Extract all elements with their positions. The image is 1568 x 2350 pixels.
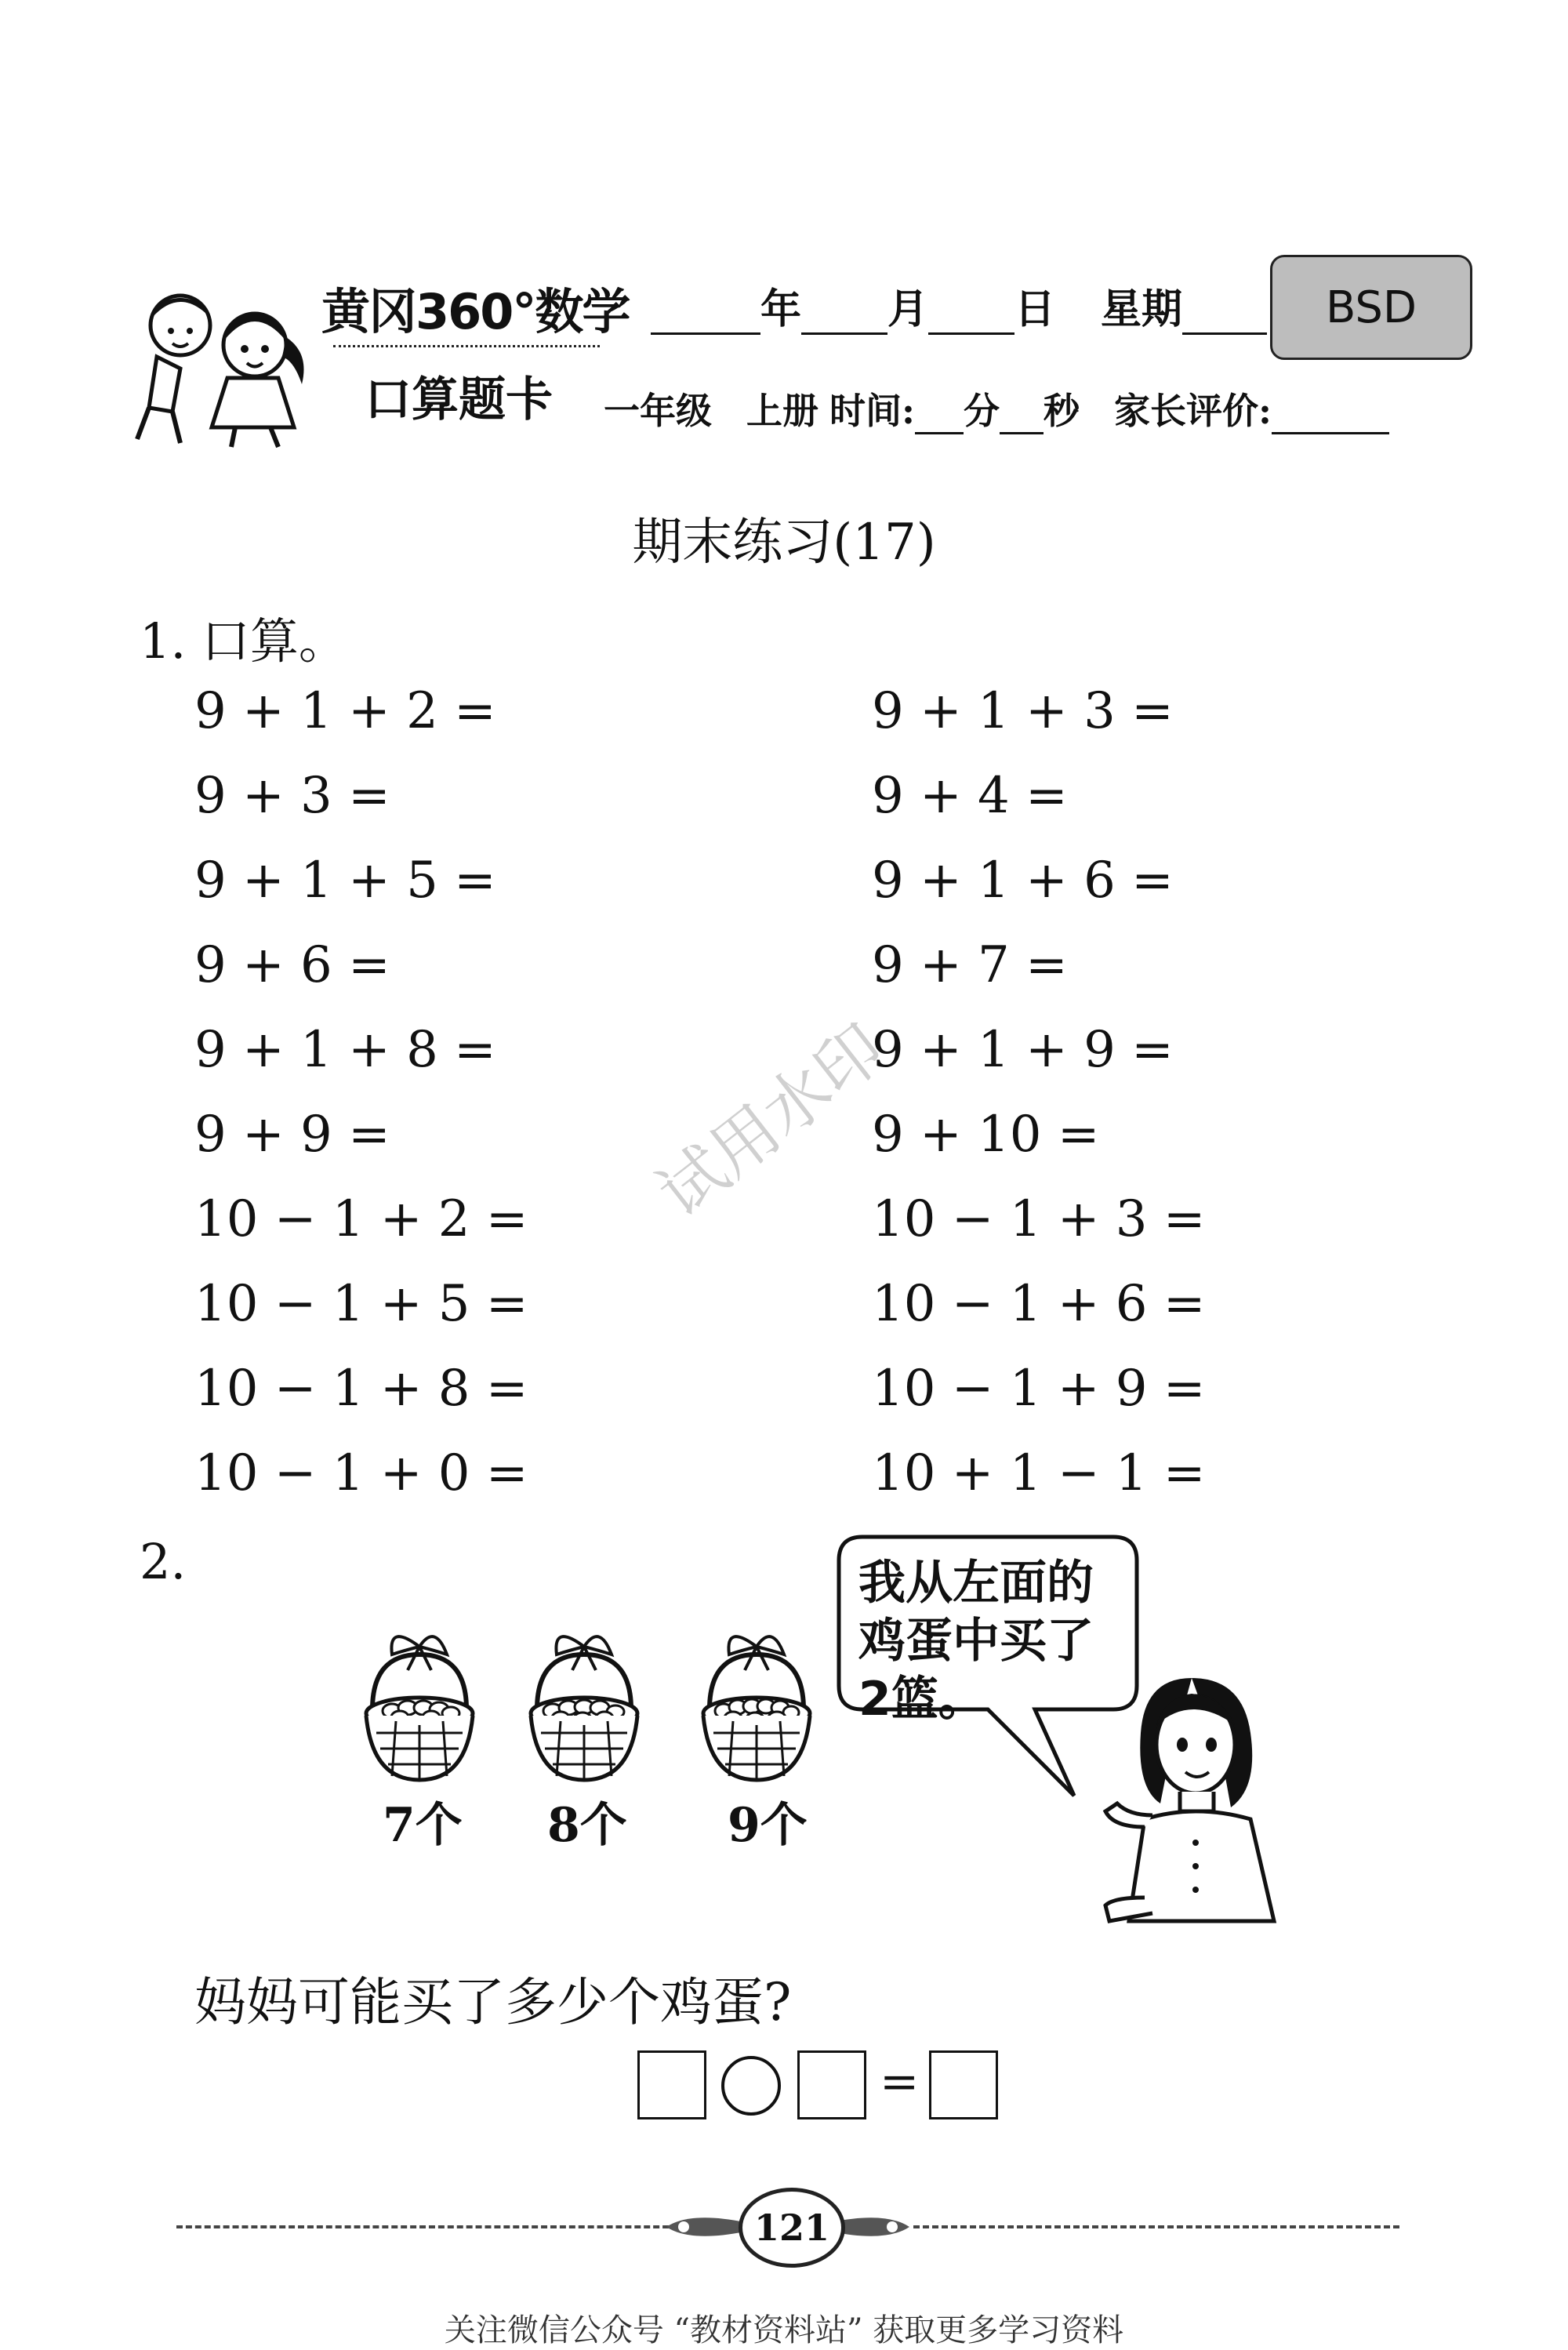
bubble-line: 我从左面的 [858, 1556, 1094, 1611]
section2-heading: 2. [140, 1533, 187, 1590]
watermark: 试用水印 [644, 1009, 899, 1233]
problem: 9 + 1 + 5 = [194, 852, 496, 910]
problem: 10 − 1 + 6 = [872, 1275, 1206, 1333]
problem: 10 − 1 + 5 = [194, 1275, 528, 1333]
egg-basket-icon [521, 1623, 647, 1796]
title-divider [333, 345, 600, 347]
volume-label: 上册 [746, 390, 818, 432]
equals-sign: = [880, 2054, 920, 2109]
answer-box[interactable] [929, 2050, 998, 2119]
basket-count-label: 9个 [728, 1798, 808, 1853]
parent-eval-blank[interactable] [1272, 398, 1389, 434]
minute-label: 分 [963, 390, 1000, 432]
book-subtitle: 口算题卡 [365, 372, 553, 427]
problem: 10 − 1 + 3 = [872, 1190, 1206, 1248]
question-text: 妈妈可能买了多少个鸡蛋? [194, 1972, 792, 2032]
problem: 9 + 9 = [194, 1106, 390, 1164]
year-label: 年 [760, 285, 802, 333]
bubble-line: 2篮。 [858, 1672, 985, 1727]
book-title: 黄冈360°数学 [321, 283, 630, 340]
second-blank[interactable] [1000, 398, 1044, 434]
bubble-line: 鸡蛋中买了 [858, 1614, 1094, 1669]
edition-badge: BSD [1270, 255, 1472, 360]
problems-left-column [194, 682, 528, 1529]
section1-heading: 1. 口算。 [140, 612, 347, 670]
weekday-blank[interactable] [1182, 293, 1267, 335]
mother-illustration [1098, 1670, 1286, 1929]
problems-right-column [872, 682, 1205, 1529]
problem: 10 − 1 + 0 = [194, 1444, 528, 1502]
bubble-text [858, 1554, 1094, 1728]
problem: 10 + 1 − 1 = [872, 1444, 1206, 1502]
problem: 9 + 10 = [872, 1106, 1100, 1164]
egg-basket-icon [694, 1623, 819, 1796]
date-row [651, 276, 1267, 335]
answer-box[interactable] [797, 2050, 866, 2119]
problem: 9 + 3 = [194, 767, 390, 825]
problem: 9 + 1 + 2 = [194, 682, 496, 740]
page-title: 期末练习(17) [632, 514, 936, 572]
kids-illustration [125, 282, 329, 455]
answer-box[interactable] [637, 2050, 706, 2119]
day-label: 日 [1014, 285, 1056, 333]
month-blank[interactable] [801, 293, 887, 335]
second-label: 秒 [1043, 390, 1080, 432]
operator-circle[interactable] [721, 2056, 781, 2116]
problem: 9 + 4 = [872, 767, 1068, 825]
time-label: 时间: [829, 390, 915, 432]
egg-basket-icon [357, 1623, 482, 1796]
basket-count-label: 8个 [547, 1798, 627, 1853]
page-number: 121 [739, 2188, 845, 2268]
problem: 9 + 1 + 6 = [872, 852, 1174, 910]
month-label: 月 [887, 285, 929, 333]
problem: 9 + 1 + 8 = [194, 1021, 496, 1079]
footer-note: 关注微信公众号 “教材资料站” 获取更多学习资料 [444, 2312, 1124, 2348]
problem: 9 + 1 + 9 = [872, 1021, 1174, 1079]
day-blank[interactable] [928, 293, 1014, 335]
parent-eval-label: 家长评价: [1113, 390, 1272, 432]
problem: 9 + 1 + 3 = [872, 682, 1174, 740]
problem: 9 + 7 = [872, 936, 1068, 994]
grade-label: 一年级 [604, 390, 712, 432]
weekday-label: 星期 [1101, 285, 1183, 333]
basket-count-label: 7个 [383, 1798, 463, 1853]
minute-blank[interactable] [915, 398, 964, 434]
meta-row [604, 383, 1389, 434]
year-blank[interactable] [651, 293, 760, 335]
problem: 10 − 1 + 8 = [194, 1360, 528, 1418]
problem: 9 + 6 = [194, 936, 390, 994]
problem: 10 − 1 + 9 = [872, 1360, 1206, 1418]
footer-line-left [176, 2225, 678, 2228]
problem: 10 − 1 + 2 = [194, 1190, 528, 1248]
footer-line-right [913, 2225, 1399, 2228]
